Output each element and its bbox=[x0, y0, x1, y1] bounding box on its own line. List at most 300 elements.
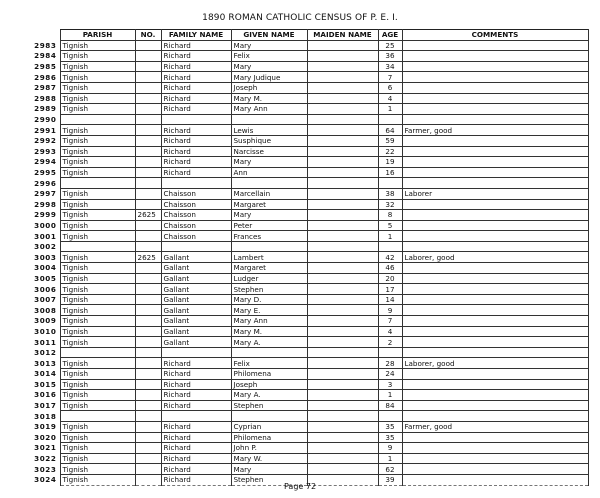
household-no-cell bbox=[135, 114, 161, 125]
comments-cell: Laborer, good bbox=[402, 252, 588, 263]
household-no-cell bbox=[135, 61, 161, 72]
household-no-cell bbox=[135, 421, 161, 432]
given-name-cell: Mary bbox=[231, 210, 307, 221]
entry-number: 2989 bbox=[30, 104, 60, 115]
maiden-name-cell bbox=[307, 157, 378, 168]
comments-cell bbox=[402, 305, 588, 316]
age-cell: 59 bbox=[378, 135, 402, 146]
family-name-cell: Richard bbox=[161, 421, 231, 432]
parish-cell: Tignish bbox=[60, 305, 135, 316]
given-name-cell: Lambert bbox=[231, 252, 307, 263]
comments-cell bbox=[402, 432, 588, 443]
household-no-cell bbox=[135, 82, 161, 93]
table-row bbox=[30, 453, 588, 464]
header-age: AGE bbox=[378, 30, 402, 41]
entry-number: 2983 bbox=[30, 40, 60, 51]
comments-cell bbox=[402, 390, 588, 401]
given-name-cell: Mary M. bbox=[231, 93, 307, 104]
age-cell: 1 bbox=[378, 390, 402, 401]
table-row bbox=[30, 284, 588, 295]
parish-cell: Tignish bbox=[60, 464, 135, 475]
age-cell: 16 bbox=[378, 167, 402, 178]
family-name-cell: Gallant bbox=[161, 337, 231, 348]
comments-cell bbox=[402, 93, 588, 104]
table-row bbox=[30, 369, 588, 380]
comments-cell bbox=[402, 326, 588, 337]
entry-number: 3019 bbox=[30, 421, 60, 432]
comments-cell bbox=[402, 40, 588, 51]
table-row bbox=[30, 114, 588, 125]
comments-cell: Laborer bbox=[402, 188, 588, 199]
family-name-cell: Richard bbox=[161, 135, 231, 146]
maiden-name-cell bbox=[307, 305, 378, 316]
entry-number: 3004 bbox=[30, 263, 60, 274]
table-row bbox=[30, 432, 588, 443]
table-row bbox=[30, 167, 588, 178]
age-cell: 4 bbox=[378, 326, 402, 337]
table-row bbox=[30, 464, 588, 475]
household-no-cell bbox=[135, 263, 161, 274]
age-cell: 7 bbox=[378, 316, 402, 327]
parish-cell: Tignish bbox=[60, 157, 135, 168]
maiden-name-cell bbox=[307, 93, 378, 104]
entry-number: 2994 bbox=[30, 157, 60, 168]
maiden-name-cell bbox=[307, 390, 378, 401]
given-name-cell bbox=[231, 411, 307, 422]
entry-number: 2995 bbox=[30, 167, 60, 178]
entry-number: 3023 bbox=[30, 464, 60, 475]
family-name-cell: Richard bbox=[161, 369, 231, 380]
age-cell: 62 bbox=[378, 464, 402, 475]
household-no-cell bbox=[135, 464, 161, 475]
table-row bbox=[30, 305, 588, 316]
header-row bbox=[30, 30, 588, 41]
family-name-cell: Gallant bbox=[161, 252, 231, 263]
household-no-cell: 2625 bbox=[135, 210, 161, 221]
header-parish: PARISH bbox=[60, 30, 135, 41]
entry-number: 2988 bbox=[30, 93, 60, 104]
comments-cell bbox=[402, 453, 588, 464]
given-name-cell: Mary bbox=[231, 464, 307, 475]
comments-cell bbox=[402, 146, 588, 157]
age-cell: 39 bbox=[378, 474, 402, 485]
maiden-name-cell bbox=[307, 358, 378, 369]
table-row bbox=[30, 178, 588, 189]
parish-cell bbox=[60, 241, 135, 252]
age-cell: 7 bbox=[378, 72, 402, 83]
age-cell: 35 bbox=[378, 432, 402, 443]
household-no-cell: 2625 bbox=[135, 252, 161, 263]
age-cell: 9 bbox=[378, 443, 402, 454]
household-no-cell bbox=[135, 443, 161, 454]
family-name-cell: Gallant bbox=[161, 284, 231, 295]
parish-cell: Tignish bbox=[60, 443, 135, 454]
maiden-name-cell bbox=[307, 188, 378, 199]
household-no-cell bbox=[135, 316, 161, 327]
given-name-cell: Margaret bbox=[231, 263, 307, 274]
household-no-cell bbox=[135, 347, 161, 358]
entry-number: 2991 bbox=[30, 125, 60, 136]
parish-cell: Tignish bbox=[60, 82, 135, 93]
comments-cell bbox=[402, 379, 588, 390]
family-name-cell: Gallant bbox=[161, 305, 231, 316]
comments-cell bbox=[402, 400, 588, 411]
maiden-name-cell bbox=[307, 347, 378, 358]
maiden-name-cell bbox=[307, 411, 378, 422]
maiden-name-cell bbox=[307, 273, 378, 284]
given-name-cell: Ann bbox=[231, 167, 307, 178]
parish-cell: Tignish bbox=[60, 400, 135, 411]
parish-cell: Tignish bbox=[60, 316, 135, 327]
comments-cell bbox=[402, 464, 588, 475]
maiden-name-cell bbox=[307, 167, 378, 178]
family-name-cell: Richard bbox=[161, 72, 231, 83]
given-name-cell: Mary A. bbox=[231, 390, 307, 401]
age-cell: 84 bbox=[378, 400, 402, 411]
maiden-name-cell bbox=[307, 241, 378, 252]
age-cell: 34 bbox=[378, 61, 402, 72]
comments-cell bbox=[402, 316, 588, 327]
table-row bbox=[30, 125, 588, 136]
census-table bbox=[30, 29, 589, 486]
given-name-cell: Mary E. bbox=[231, 305, 307, 316]
maiden-name-cell bbox=[307, 114, 378, 125]
parish-cell: Tignish bbox=[60, 210, 135, 221]
table-row bbox=[30, 199, 588, 210]
parish-cell: Tignish bbox=[60, 337, 135, 348]
age-cell: 8 bbox=[378, 210, 402, 221]
age-cell: 22 bbox=[378, 146, 402, 157]
comments-cell bbox=[402, 337, 588, 348]
family-name-cell: Richard bbox=[161, 61, 231, 72]
entry-number: 3009 bbox=[30, 316, 60, 327]
maiden-name-cell bbox=[307, 220, 378, 231]
household-no-cell bbox=[135, 284, 161, 295]
table-row bbox=[30, 337, 588, 348]
table-row bbox=[30, 400, 588, 411]
table-row bbox=[30, 51, 588, 62]
family-name-cell: Richard bbox=[161, 443, 231, 454]
comments-cell bbox=[402, 199, 588, 210]
entry-number: 3001 bbox=[30, 231, 60, 242]
maiden-name-cell bbox=[307, 146, 378, 157]
table-row bbox=[30, 252, 588, 263]
family-name-cell: Gallant bbox=[161, 263, 231, 274]
household-no-cell bbox=[135, 135, 161, 146]
entry-number: 3014 bbox=[30, 369, 60, 380]
table-header bbox=[30, 30, 588, 41]
parish-cell: Tignish bbox=[60, 273, 135, 284]
given-name-cell: Ludger bbox=[231, 273, 307, 284]
comments-cell bbox=[402, 135, 588, 146]
given-name-cell: Mary Judique bbox=[231, 72, 307, 83]
entry-number: 2999 bbox=[30, 210, 60, 221]
entry-number: 2986 bbox=[30, 72, 60, 83]
family-name-cell: Chaisson bbox=[161, 220, 231, 231]
entry-number: 3008 bbox=[30, 305, 60, 316]
table-row bbox=[30, 241, 588, 252]
household-no-cell bbox=[135, 231, 161, 242]
maiden-name-cell bbox=[307, 400, 378, 411]
household-no-cell bbox=[135, 188, 161, 199]
household-no-cell bbox=[135, 146, 161, 157]
parish-cell: Tignish bbox=[60, 40, 135, 51]
parish-cell: Tignish bbox=[60, 188, 135, 199]
age-cell bbox=[378, 178, 402, 189]
table-row bbox=[30, 390, 588, 401]
age-cell: 35 bbox=[378, 421, 402, 432]
parish-cell: Tignish bbox=[60, 51, 135, 62]
family-name-cell: Richard bbox=[161, 93, 231, 104]
comments-cell bbox=[402, 82, 588, 93]
family-name-cell bbox=[161, 241, 231, 252]
family-name-cell: Chaisson bbox=[161, 210, 231, 221]
age-cell bbox=[378, 241, 402, 252]
entry-number: 3005 bbox=[30, 273, 60, 284]
household-no-cell bbox=[135, 273, 161, 284]
entry-number: 2996 bbox=[30, 178, 60, 189]
family-name-cell: Richard bbox=[161, 167, 231, 178]
parish-cell: Tignish bbox=[60, 93, 135, 104]
table-row bbox=[30, 40, 588, 51]
family-name-cell: Chaisson bbox=[161, 231, 231, 242]
maiden-name-cell bbox=[307, 294, 378, 305]
maiden-name-cell bbox=[307, 61, 378, 72]
maiden-name-cell bbox=[307, 135, 378, 146]
family-name-cell: Richard bbox=[161, 464, 231, 475]
parish-cell bbox=[60, 178, 135, 189]
parish-cell: Tignish bbox=[60, 379, 135, 390]
given-name-cell: John P. bbox=[231, 443, 307, 454]
household-no-cell bbox=[135, 241, 161, 252]
maiden-name-cell bbox=[307, 326, 378, 337]
household-no-cell bbox=[135, 453, 161, 464]
parish-cell: Tignish bbox=[60, 474, 135, 485]
comments-cell: Farmer, good bbox=[402, 125, 588, 136]
household-no-cell bbox=[135, 72, 161, 83]
age-cell: 5 bbox=[378, 220, 402, 231]
entry-number: 3020 bbox=[30, 432, 60, 443]
age-cell: 64 bbox=[378, 125, 402, 136]
table-body bbox=[30, 40, 588, 485]
table-row bbox=[30, 443, 588, 454]
parish-cell: Tignish bbox=[60, 146, 135, 157]
maiden-name-cell bbox=[307, 252, 378, 263]
entry-number: 2997 bbox=[30, 188, 60, 199]
table-row bbox=[30, 135, 588, 146]
comments-cell: Farmer, good bbox=[402, 421, 588, 432]
family-name-cell: Richard bbox=[161, 125, 231, 136]
household-no-cell bbox=[135, 40, 161, 51]
parish-cell: Tignish bbox=[60, 294, 135, 305]
household-no-cell bbox=[135, 51, 161, 62]
maiden-name-cell bbox=[307, 72, 378, 83]
parish-cell: Tignish bbox=[60, 199, 135, 210]
parish-cell: Tignish bbox=[60, 421, 135, 432]
family-name-cell: Richard bbox=[161, 358, 231, 369]
parish-cell: Tignish bbox=[60, 284, 135, 295]
entry-number: 3000 bbox=[30, 220, 60, 231]
family-name-cell: Chaisson bbox=[161, 199, 231, 210]
maiden-name-cell bbox=[307, 421, 378, 432]
family-name-cell: Richard bbox=[161, 474, 231, 485]
header-no: NO. bbox=[135, 30, 161, 41]
parish-cell: Tignish bbox=[60, 61, 135, 72]
table-row bbox=[30, 316, 588, 327]
family-name-cell: Richard bbox=[161, 51, 231, 62]
age-cell: 2 bbox=[378, 337, 402, 348]
maiden-name-cell bbox=[307, 199, 378, 210]
age-cell: 6 bbox=[378, 82, 402, 93]
maiden-name-cell bbox=[307, 379, 378, 390]
age-cell bbox=[378, 347, 402, 358]
household-no-cell bbox=[135, 199, 161, 210]
entry-number: 2990 bbox=[30, 114, 60, 125]
comments-cell bbox=[402, 273, 588, 284]
entry-number: 3022 bbox=[30, 453, 60, 464]
parish-cell: Tignish bbox=[60, 326, 135, 337]
family-name-cell: Richard bbox=[161, 157, 231, 168]
comments-cell bbox=[402, 443, 588, 454]
table-row bbox=[30, 231, 588, 242]
given-name-cell: Stephen bbox=[231, 284, 307, 295]
given-name-cell bbox=[231, 178, 307, 189]
entry-number: 2985 bbox=[30, 61, 60, 72]
table-row bbox=[30, 157, 588, 168]
maiden-name-cell bbox=[307, 284, 378, 295]
entry-number: 2998 bbox=[30, 199, 60, 210]
table-row bbox=[30, 411, 588, 422]
comments-cell bbox=[402, 167, 588, 178]
given-name-cell bbox=[231, 347, 307, 358]
comments-cell bbox=[402, 61, 588, 72]
family-name-cell: Richard bbox=[161, 453, 231, 464]
given-name-cell: Margaret bbox=[231, 199, 307, 210]
parish-cell bbox=[60, 114, 135, 125]
age-cell: 1 bbox=[378, 104, 402, 115]
table-row bbox=[30, 358, 588, 369]
parish-cell: Tignish bbox=[60, 135, 135, 146]
maiden-name-cell bbox=[307, 231, 378, 242]
entry-number: 3011 bbox=[30, 337, 60, 348]
entry-number: 2992 bbox=[30, 135, 60, 146]
family-name-cell bbox=[161, 347, 231, 358]
parish-cell: Tignish bbox=[60, 167, 135, 178]
comments-cell bbox=[402, 72, 588, 83]
family-name-cell: Gallant bbox=[161, 294, 231, 305]
header-family-name: FAMILY NAME bbox=[161, 30, 231, 41]
family-name-cell: Gallant bbox=[161, 326, 231, 337]
header-comments: COMMENTS bbox=[402, 30, 588, 41]
entry-number: 3018 bbox=[30, 411, 60, 422]
household-no-cell bbox=[135, 411, 161, 422]
household-no-cell bbox=[135, 305, 161, 316]
entry-number: 3002 bbox=[30, 241, 60, 252]
household-no-cell bbox=[135, 432, 161, 443]
given-name-cell: Joseph bbox=[231, 82, 307, 93]
given-name-cell: Frances bbox=[231, 231, 307, 242]
maiden-name-cell bbox=[307, 104, 378, 115]
header-maiden-name: MAIDEN NAME bbox=[307, 30, 378, 41]
age-cell: 46 bbox=[378, 263, 402, 274]
given-name-cell: Mary bbox=[231, 61, 307, 72]
household-no-cell bbox=[135, 125, 161, 136]
household-no-cell bbox=[135, 167, 161, 178]
maiden-name-cell bbox=[307, 210, 378, 221]
family-name-cell: Richard bbox=[161, 82, 231, 93]
given-name-cell: Lewis bbox=[231, 125, 307, 136]
table-row bbox=[30, 188, 588, 199]
table-row bbox=[30, 210, 588, 221]
parish-cell bbox=[60, 347, 135, 358]
maiden-name-cell bbox=[307, 82, 378, 93]
parish-cell: Tignish bbox=[60, 125, 135, 136]
entry-number: 3024 bbox=[30, 474, 60, 485]
maiden-name-cell bbox=[307, 337, 378, 348]
entry-number: 3012 bbox=[30, 347, 60, 358]
parish-cell: Tignish bbox=[60, 390, 135, 401]
age-cell: 3 bbox=[378, 379, 402, 390]
comments-cell bbox=[402, 114, 588, 125]
given-name-cell: Mary D. bbox=[231, 294, 307, 305]
comments-cell bbox=[402, 369, 588, 380]
age-cell: 1 bbox=[378, 231, 402, 242]
given-name-cell: Mary bbox=[231, 40, 307, 51]
maiden-name-cell bbox=[307, 432, 378, 443]
household-no-cell bbox=[135, 326, 161, 337]
maiden-name-cell bbox=[307, 453, 378, 464]
entry-number: 2987 bbox=[30, 82, 60, 93]
comments-cell bbox=[402, 210, 588, 221]
comments-cell bbox=[402, 178, 588, 189]
age-cell: 9 bbox=[378, 305, 402, 316]
household-no-cell bbox=[135, 358, 161, 369]
family-name-cell bbox=[161, 411, 231, 422]
table-row bbox=[30, 104, 588, 115]
household-no-cell bbox=[135, 178, 161, 189]
family-name-cell: Richard bbox=[161, 400, 231, 411]
comments-cell bbox=[402, 411, 588, 422]
entry-number: 3010 bbox=[30, 326, 60, 337]
given-name-cell: Stephen bbox=[231, 474, 307, 485]
age-cell: 42 bbox=[378, 252, 402, 263]
household-no-cell bbox=[135, 220, 161, 231]
parish-cell: Tignish bbox=[60, 432, 135, 443]
family-name-cell bbox=[161, 114, 231, 125]
entry-number: 3016 bbox=[30, 390, 60, 401]
table-row bbox=[30, 72, 588, 83]
page-number: Page 72 bbox=[283, 482, 317, 491]
age-cell: 1 bbox=[378, 453, 402, 464]
family-name-cell: Chaisson bbox=[161, 188, 231, 199]
entry-number: 3013 bbox=[30, 358, 60, 369]
parish-cell: Tignish bbox=[60, 104, 135, 115]
comments-cell bbox=[402, 51, 588, 62]
age-cell: 24 bbox=[378, 369, 402, 380]
comments-cell bbox=[402, 220, 588, 231]
entry-number: 3021 bbox=[30, 443, 60, 454]
table-row bbox=[30, 220, 588, 231]
age-cell: 14 bbox=[378, 294, 402, 305]
given-name-cell: Mary Ann bbox=[231, 316, 307, 327]
given-name-cell bbox=[231, 114, 307, 125]
given-name-cell: Narcisse bbox=[231, 146, 307, 157]
household-no-cell bbox=[135, 157, 161, 168]
comments-cell: Laborer, good bbox=[402, 358, 588, 369]
parish-cell: Tignish bbox=[60, 263, 135, 274]
family-name-cell: Richard bbox=[161, 379, 231, 390]
entry-number: 3007 bbox=[30, 294, 60, 305]
